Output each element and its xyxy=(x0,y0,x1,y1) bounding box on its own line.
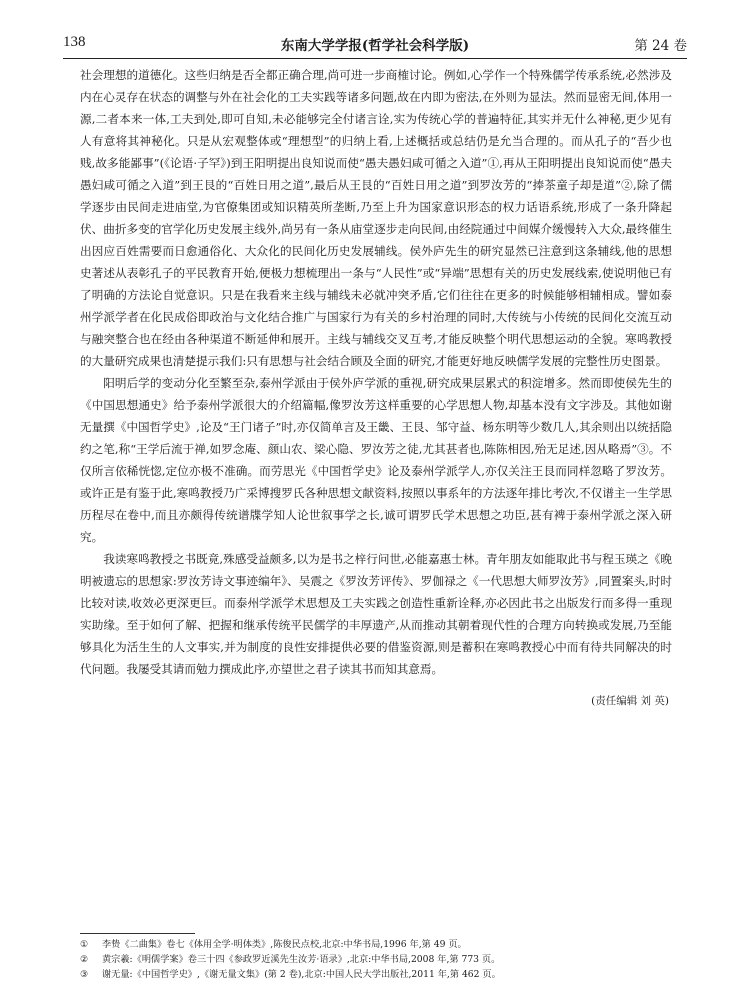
volume-label: 第 24 卷 xyxy=(634,38,687,54)
paragraph: 我读寒鸣教授之书既竟,殊感受益颇多,以为是书之梓行问世,必能嘉惠士林。青年朋友如能取此书与程玉瑛之《晚明被遗忘的思想家:罗汝芳诗文事迹编年》、吴震之《罗汝芳评传》、罗伽禄之《一代思想大师罗汝芳》,同置案头,时时比较对读,收效必更深更巨。而泰州学派学术思想及工夫实践之创造性重新诠释,亦必因此书之出版发行而多得一重现实助缘。至于如何了解、把握和继承传统平民儒学的丰厚遗产,从而推动其朝着现代性的合理方向转换或发展,乃至能够具化为活生生的人文事实,并为制度的良性安排提供必要的借鉴资源,则是蓄积在寒鸣教授心中而有待共同解决的时代问题。我屡受其请而勉力撰成此序,亦望世之君子读其书而知其意焉。 xyxy=(80,552,672,676)
running-header xyxy=(63,32,687,56)
footnote-text: 李贽《二曲集》卷七《体用全学·明体类》,陈俊民点校,北京:中华书局,1996 年,第 49 页。 xyxy=(102,939,467,950)
footnote-mark: ① xyxy=(80,939,89,950)
footnote-text: 谢无量:《中国哲学史》,《谢无量文集》(第 2 卷),北京:中国人民大学出版社,2011 年,第 462 页。 xyxy=(102,969,501,980)
footnote xyxy=(80,967,680,982)
footnote-mark: ② xyxy=(80,954,89,965)
page-number: 138 xyxy=(63,34,86,50)
footnote xyxy=(80,937,680,952)
footnote xyxy=(80,952,680,967)
footnotes xyxy=(80,937,680,982)
journal-title: 东南大学学报(哲学社会科学版) xyxy=(280,38,470,54)
footnote-mark: ③ xyxy=(80,969,89,980)
footnote-text: 黄宗羲:《明儒学案》卷三十四《参政罗近溪先生汝芳·语录》,北京:中华书局,2008 年,第 773 页。 xyxy=(102,954,501,965)
header-rule xyxy=(63,58,687,59)
article-body xyxy=(80,64,672,712)
paragraph: 阳明后学的变动分化至繁至杂,泰州学派由于侯外庐学派的重视,研究成果层累式的积淀增多。然而即使侯先生的《中国思想通史》给予泰州学派很大的介绍篇幅,像罗汝芳这样重要的心学思想人物,却基本没有文字涉及。其他如谢无量撰《中国哲学史》,论及“王门诸子”时,亦仅简单言及王畿、王艮、邹守益、杨东明等少数几人,其余则出以统括隐约之笔,称“王学后流于禅,如罗念庵、颜山农、梁心隐、罗汝芳之徒,尤其甚者也,陈陈相因,殆无足述,因从略焉”③。不仅所言依稀恍惚,定位亦极不准确。而劳思光《中国哲学史》论及泰州学派学人,亦仅关注王艮而同样忽略了罗汝芳。或许正是有鉴于此,寒鸣教授乃广采博搜罗氏各种思想文献资料,按照以事系年的方法逐年排比考次,不仅谱主一生学思历程尽在卷中,而且亦颇得传统谱牒学知人论世叙事学之长,诚可谓罗氏学术思想之功臣,甚有裨于泰州学派之深入研究。 xyxy=(80,376,672,544)
paragraph: 社会理想的道德化。这些归纳是否全都正确合理,尚可进一步商榷讨论。例如,心学作一个特殊儒学传承系统,必然涉及内在心灵存在状态的调整与外在社会化的工夫实践等诸多问题,故在内即为密法,在外则为显法。然而显密无间,体用一源,二者本来一体,工夫到处,即可自知,未必能够完全付诸言诠,实为传统心学的普遍特征,其实并无什么神秘,更少见有人有意将其神秘化。只是从宏观整体或“理想型”的归纳上看,上述概括或总结仍是允当合理的。而从孔子的“吾少也贱,故多能鄙事”(《论语·子罕》)到王阳明提出良知说而使“愚夫愚妇咸可循之入道”①,再从王阳明提出良知说而使“愚夫愚妇咸可循之入道”到王艮的“百姓日用之道”,最后从王艮的“百姓日用之道”到罗汝芳的“捧茶童子却是道”②,除了儒学逐步由民间走进庙堂,为官僚集团或知识精英所垄断,乃至上升为国家意识形态的权力话语系统,形成了一条升降起伏、曲折多变的官学化历史发展主线外,尚另有一条从庙堂逐步走向民间,由经院通过中间媒介缓慢转入大众,最终催生出因应百姓需要而日愈通俗化、大众化的民间化历史发展辅线。侯外庐先生的研究显然已注意到这条辅线,他的思想史著述从表彰孔子的平民教育开始,便极力想梳理出一条与“人民性”或“异端”思想有关的历史发展线索,使说明他已有了明确的方法论自觉意识。只是在我看来主线与辅线未必就冲突矛盾,它们往往在更多的时候能够相辅相成。譬如泰州学派学者在化民成俗即政治与文化结合推广与国家行为有关的乡村治理的同时,大传统与小传统的民间化交流互动与融突整合也在经由各种渠道不断延伸和展开。主线与辅线交叉互考,才能反映整个明代思想运动的全貌。寒鸣教授的大量研究成果也清楚提示我们:只有思想与社会结合顾及全面的研究,才能更好地反映儒学发展的完整性历史图景。 xyxy=(80,68,672,368)
footnote-rule xyxy=(80,933,195,934)
editor-note: (责任编辑 刘 英) xyxy=(591,695,669,707)
